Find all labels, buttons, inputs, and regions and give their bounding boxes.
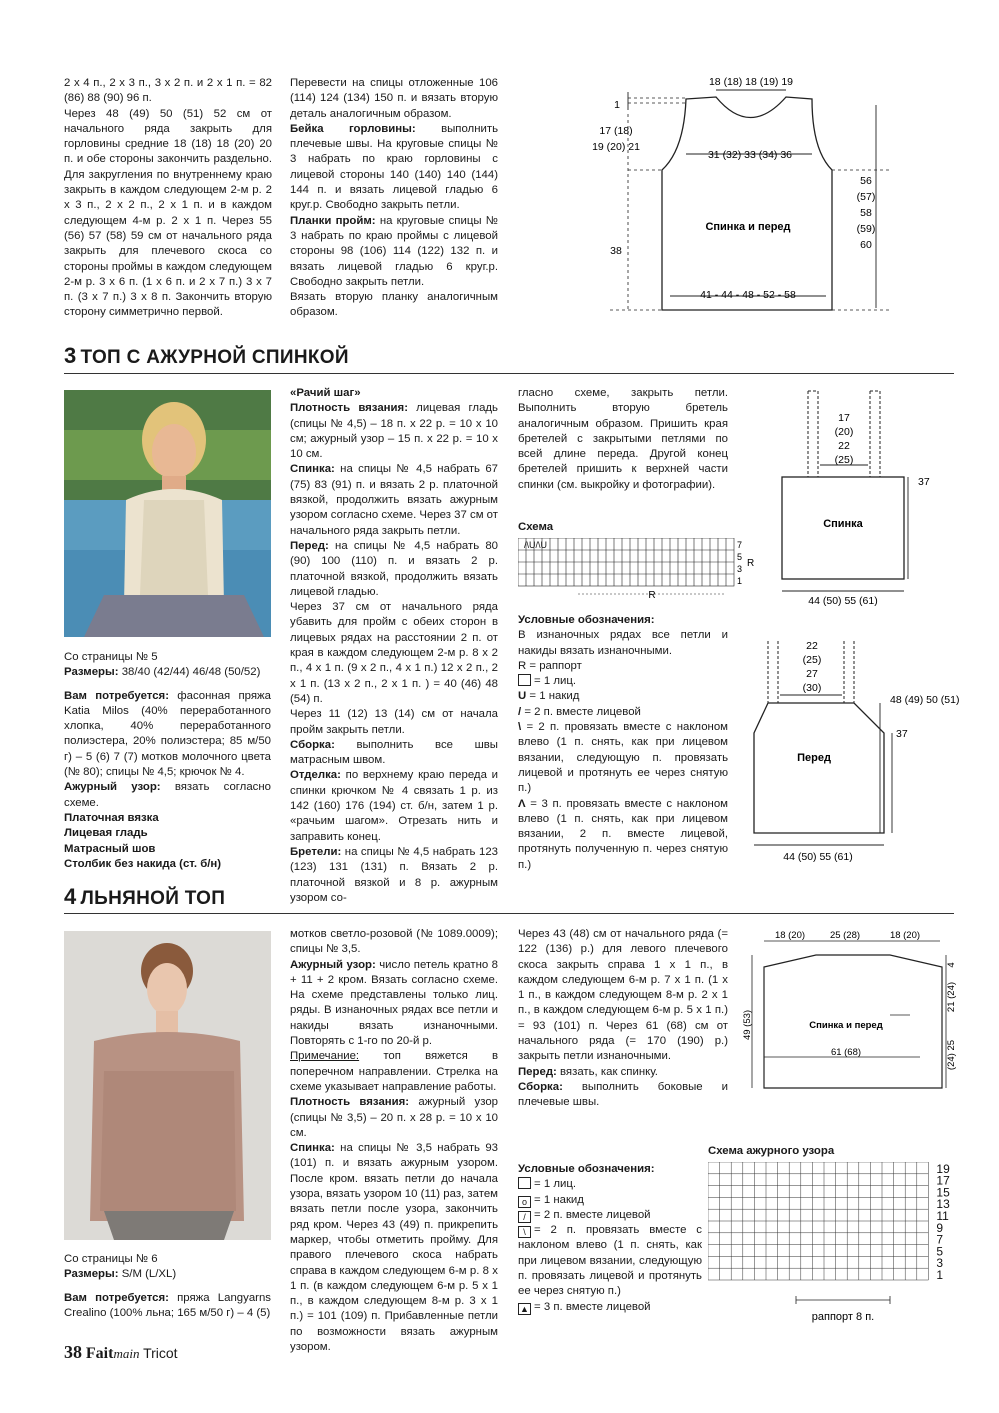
assembly-text: выполнить все швы матрасным швом. — [290, 738, 498, 767]
chart4-title: Схема ажурного узора — [708, 1145, 835, 1157]
dim-height-right-1: (57) — [856, 191, 876, 203]
chart4-row-number: 7 — [936, 1232, 944, 1247]
dim-shoulder-2: 19 (20) 21 — [592, 141, 640, 153]
section4-legend — [518, 1162, 702, 1315]
yarn-over-icon: U — [518, 690, 527, 703]
neck-label: Бейка горловины: — [290, 122, 416, 135]
dim-height-right-3: (59) — [856, 223, 876, 235]
chart4-row-number: 17 — [936, 1173, 950, 1188]
section4-rule — [64, 913, 954, 914]
source-note: Со страницы № 6 — [64, 1253, 158, 1265]
chart4-row-number: 1 — [936, 1268, 944, 1282]
scheme3-row-1: 1 — [737, 576, 743, 586]
ssk-icon: \ — [518, 1226, 531, 1238]
density-label: Плотность вязания: — [290, 402, 408, 415]
legend-item: = 1 накид — [534, 1193, 584, 1206]
legend-item: = 2 п. вместе лицевой — [534, 1208, 651, 1221]
openwork-label: Ажурный узор: — [64, 781, 161, 794]
legend-item: = 1 лиц. — [534, 675, 577, 688]
section3-col2 — [290, 386, 498, 906]
chart4-row-number: 5 — [936, 1244, 944, 1259]
front-label: Перед — [797, 752, 831, 764]
section4-col3 — [518, 927, 728, 1111]
assembly-label: Сборка: — [518, 1080, 563, 1093]
top-schematic — [580, 70, 940, 330]
front-label: Перед: — [518, 1065, 557, 1078]
scheme3-title: Схема — [518, 521, 554, 533]
front-text: на спицы № 4,5 набрать 80 (90) 100 (110) п. и вязать 2 р. платочной вязкой, продолжить вязать лицевой гладью. — [290, 539, 498, 598]
cdd-icon: ▲ — [518, 1303, 531, 1315]
sizes-value: S/M (L/XL) — [118, 1268, 177, 1281]
back-text: на спицы № 4,5 набрать 67 (75) 83 (91) п. и вязать 2 р. платочной вязкой, продолжить вязать ажурным узором согласно схеме. Через 37 см от начального ряда закрыть петли. — [290, 463, 498, 537]
svg-text:/\U/\U: /\U/\U — [524, 540, 548, 550]
sizes-value: 38/40 (42/44) 46/48 (50/52) — [118, 666, 261, 679]
knit-symbol-icon — [518, 1177, 531, 1189]
back-strap-1: (20) — [834, 426, 854, 438]
section4-heading — [64, 884, 226, 909]
section4-number: 4 — [64, 884, 77, 909]
chart4-row-number: 11 — [936, 1209, 949, 1223]
source-note: Со страницы № 5 — [64, 651, 158, 663]
legend-item: = 2 п. провязать вместе с наклоном влево (1 п. снять, как при лицевом вязании, следующую п. провязать лицевой и протянуть ее через снятую п.) — [518, 1224, 702, 1298]
section3-rule — [64, 373, 954, 374]
brand-main: main — [113, 1346, 140, 1361]
section3-col1 — [64, 650, 271, 872]
page-number: 38 — [64, 1342, 82, 1362]
back-label: Спинка — [823, 518, 863, 530]
section4-col1 — [64, 1252, 271, 1321]
section4-schematic — [740, 925, 960, 1100]
straps-text: на спицы № 4,5 набрать 123 (123) 131 (131) п. Вязать 2 р. платочной вязкой и 8 р. ажурным узором со- — [290, 845, 498, 904]
back-strap-0: 17 — [838, 412, 850, 424]
paragraph: Вязать вторую планку аналогичным образом. — [290, 291, 498, 319]
scheme3-repeat-right: R — [747, 558, 755, 569]
technique: Матрасный шов — [64, 842, 156, 855]
front-total: 48 (49) 50 (51) — [890, 694, 960, 706]
dim-top-2: 18 (20) — [889, 930, 921, 941]
front-text: вязать, как спинку. — [556, 1065, 658, 1078]
back-text: на спицы № 3,5 набрать 93 (101) п. и вязать ажурным узором. После кром. вязать петли до начала узора, вязать узором 10 (11) раз, затем вязать петли после узора, закончить ряд кром. Через 43 (49) п. прикрепить маркер, чтобы отметить пройму. Для правого плечевого скоса набрать справа в каждом следующем 6-м р. 8 х 1 п. (в каждом следующем 6-м р. 5 х 1 п., в каждом следующем 8-м р. 3 х 1 п.) = 101 (109) п. Прибавленные петли по возможности вязать ажурным узором. — [290, 1142, 498, 1354]
chart4-grid — [708, 1162, 968, 1332]
finish-label: Отделка: — [290, 769, 341, 782]
chart4-row-number: 9 — [936, 1220, 944, 1235]
back-width: 44 (50) 55 (61) — [808, 595, 878, 607]
dim-neck-drop: 1 — [614, 99, 620, 111]
note-label: Примечание: — [290, 1050, 360, 1063]
dim-top-width: 18 (18) 18 (19) 19 — [708, 76, 794, 88]
sk2p-icon: Λ — [518, 797, 526, 810]
back-strap-2: 22 — [838, 440, 850, 452]
assembly-text: выполнить боковые и плечевые швы. — [518, 1080, 728, 1109]
ssk-icon: \ — [518, 721, 522, 734]
paragraph: 2 х 4 п., 2 х 3 п., 3 х 2 п. и 2 х 1 п. = 82 (86) 88 (90) 96 п. — [64, 77, 272, 105]
front-label: Перед: — [290, 539, 329, 552]
legend-item: = 3 п. провязать вместе с наклоном влево (1 п. снять, как при лицевом вязании, 2 п. вместе лицевой, протянуть полученную п. через снятую п.) — [518, 797, 728, 871]
dim-right-2: (24) 25 — [946, 1039, 957, 1071]
section3-number: 3 — [64, 343, 77, 368]
page-footer — [64, 1342, 178, 1362]
section4-photo — [64, 931, 271, 1240]
legend-item: = 3 п. вместе лицевой — [534, 1300, 651, 1313]
openwork-text: число петель кратно 8 + 11 + 2 кром. Вязать согласно схеме. На схеме представлены только лиц. ряды. В изнаночных рядах все петли и накиды вязать изнаночными. Повторять с 1-го по 20-й р. — [290, 958, 498, 1048]
need-text: фасонная пряжа Katia Milos (40% переработанного хлопка, 40% переработанного полиэстера, 20% полиэстера; 85 м/50 г) – 5 (6) 7 (7) мотков молочного цвета (№ 80); спицы № 4,5; крючок № 4. — [64, 689, 271, 779]
legend-item: = 1 накид — [529, 690, 580, 703]
legend-repeat: R = раппорт — [518, 659, 582, 672]
dim-height-right-4: 60 — [860, 239, 872, 251]
dim-height-right-2: 58 — [860, 207, 872, 219]
neck-text: выполнить плечевые швы. На круговые спицы № 3 набрать по краю горловины с лицевой стороны 140 (140) 140 (144) 144 п. и вязать лицевой гладью 6 круг.р. Свободно закрыть петли. — [290, 122, 499, 212]
legend-item: = 1 лиц. — [534, 1178, 577, 1191]
technique: Лицевая гладь — [64, 827, 148, 840]
paragraph: Через 48 (49) 50 (51) 52 см от начального ряда закрыть для горловины средние 18 (18) 18 (20) 20 п. и обе стороны закончить раздельно. Для закругления по внутреннему краю закрыть в каждом следующем 2-м р. 2 х 3 п., 2 х 2 п., 2 х 1 п. и в каждом следующем 4-м р. 2 х 1 п. Через 55 (56) 57 (58) 59 см от начального ряда закрыть для плечевого скоса со стороны проймы в каждом следующем 2-м р. 3 х 6 п. (1 х 6 п. и 2 х 7 п.) 3 х 7 п. (3 х 7 п.) 3 х 8 п. Закончить вторую сторону симметрично первой. — [64, 107, 272, 319]
scheme3-row-7: 7 — [737, 540, 743, 550]
density-label: Плотность вязания: — [290, 1096, 410, 1109]
section3-front-schematic — [740, 635, 960, 865]
legend-title: Условные обозначения: — [518, 1163, 655, 1175]
front-strap-3: (30) — [802, 682, 822, 694]
technique: Платочная вязка — [64, 811, 159, 824]
yarn-over-icon: o — [518, 1196, 531, 1208]
brand-tricot: Tricot — [143, 1345, 178, 1361]
top-col1 — [64, 76, 272, 321]
chart4-row-number: 3 — [936, 1256, 944, 1271]
section3-legend — [518, 613, 728, 873]
front-strap-1: (25) — [802, 654, 822, 666]
sizes-label: Размеры: — [64, 1268, 119, 1281]
front-width: 44 (50) 55 (61) — [783, 851, 853, 863]
legend-intro: В изнаночных рядах все петли и накиды вязать изнаночными. — [518, 629, 728, 657]
top-col2 — [290, 76, 498, 321]
back-label: Спинка: — [290, 1142, 335, 1155]
dim-right-1: 21 (24) — [946, 981, 957, 1013]
section4-title: ЛЬНЯНОЙ ТОП — [80, 888, 226, 909]
need-text: пряжа Langyarns Crealino (100% льна; 165 м/50 г) – 4 (5) — [64, 1291, 271, 1319]
k2tog-icon: / — [518, 705, 522, 718]
sizes-label: Размеры: — [64, 666, 119, 679]
assembly-label: Сборка: — [290, 738, 335, 751]
paragraph: мотков светло-розовой (№ 1089.0009); спицы № 3,5. — [290, 928, 498, 956]
dim-top-1: 25 (28) — [829, 930, 861, 941]
density-text: лицевая гладь (спицы № 4,5) – 18 п. х 22 р. = 10 х 10 см; ажурный узор – 15 п. х 22 р. = 10 х 10 см. — [290, 402, 498, 461]
paragraph: Перевести на спицы отложенные 106 (114) 124 (134) 150 п. и вязать вторую деталь аналогичным образом. — [290, 77, 498, 120]
technique: Столбик без накида (ст. б/н) — [64, 857, 222, 870]
dim-left: 49 (53) — [742, 1009, 753, 1041]
need-label: Вам потребуется: — [64, 1291, 169, 1304]
dim-right-0: 4 — [946, 962, 957, 968]
scheme3-repeat-bottom: R — [648, 590, 656, 598]
armhole-label: Планки пройм: — [290, 214, 376, 227]
need-label: Вам потребуется: — [64, 689, 169, 702]
k2tog-icon: / — [518, 1211, 531, 1223]
back-height: 37 — [918, 476, 930, 488]
chart4-row-number: 19 — [936, 1162, 950, 1176]
dim-chest: 31 (32) 33 (34) 36 — [707, 149, 793, 161]
dim-shoulder-1: 17 (18) — [599, 125, 633, 137]
finish-text: по верхнему краю переда и спинки крючком № 4 связать 1 р. из 142 (160) 176 (194) ст. б/н, затем 1 р. «рачьим шагом». Отрезать нить и заправить конец. — [290, 769, 498, 843]
legend-item: = 2 п. провязать вместе с наклоном влево (1 п. снять, как при лицевом вязании, следующую п. провязать лицевой и протянуть ее через снятую п.) — [518, 721, 728, 795]
paragraph: гласно схеме, закрыть петли. Выполнить вторую бретель аналогичным образом. Пришить края бретелей с закрытыми петлями по всей длине переда. Другой конец бретелей пришить к верхней части спинки (см. выкройку и фотографии). — [518, 387, 728, 491]
openwork-text: вязать согласно схеме. — [64, 781, 271, 809]
paragraph: Через 11 (12) 13 (14) см от начала пройм закрыть петли. — [290, 708, 498, 736]
armhole-text: на круговые спицы № 3 набрать по краю проймы с лицевой стороны 98 (106) 114 (122) 132 п. и вязать лицевой гладью 6 круг.р. Свободно закрыть петли. — [290, 214, 498, 288]
legend-item: = 2 п. вместе лицевой — [524, 705, 641, 718]
diagram-label: Спинка и перед — [705, 221, 791, 233]
dim-bottom: 41 - 44 - 48 - 52 - 58 — [700, 289, 796, 301]
chart4-row-number: 15 — [936, 1185, 950, 1200]
dim-height-left: 38 — [610, 245, 622, 257]
chart4-row-number: 13 — [936, 1197, 950, 1212]
legend-title: Условные обозначения: — [518, 614, 655, 626]
scheme3-row-5: 5 — [737, 552, 743, 562]
dim-top-0: 18 (20) — [774, 930, 806, 941]
back-label: Спинка: — [290, 463, 335, 476]
brand-fait: Fait — [85, 1345, 114, 1362]
section3-back-schematic — [760, 385, 950, 610]
section3-title: ТОП С АЖУРНОЙ СПИНКОЙ — [80, 347, 349, 368]
paragraph: Через 37 см от начального ряда убавить для пройм с обеих сторон в лицевых рядах на расстоянии 2 п. от края в каждом следующем 2-м р. 8 х 2 п., 4 х 1 п. (9 х 2 п., 4 х 1 п.) 12 х 2 п., 2 х 1 п. (13 х 2 п., 2 х 1 п. ) = 40 (46) 48 (54) п. — [290, 601, 498, 705]
openwork-label: Ажурный узор: — [290, 958, 376, 971]
front-strap-0: 22 — [806, 640, 818, 652]
rachiy-heading: «Рачий шаг» — [290, 387, 361, 399]
density-text: ажурный узор (спицы № 3,5) – 20 п. х 28 р. = 10 х 10 см. — [290, 1096, 498, 1139]
front-strap-2: 27 — [806, 668, 818, 680]
note-text: топ вяжется в поперечном направлении. Стрелка на схеме указывает направление работы. — [290, 1050, 498, 1093]
scheme3-row-3: 3 — [737, 564, 743, 574]
section3-heading — [64, 343, 349, 368]
straps-label: Бретели: — [290, 845, 342, 858]
section3-photo — [64, 390, 271, 637]
front-height: 37 — [896, 728, 908, 740]
scheme3-grid — [518, 538, 758, 598]
dim-bottom: 61 (68) — [830, 1047, 862, 1058]
knit-symbol-icon — [518, 674, 531, 686]
section4-col2 — [290, 927, 498, 1355]
dim-height-right-0: 56 — [860, 175, 872, 187]
section3-col3 — [518, 386, 728, 493]
back-strap-3: (25) — [834, 454, 854, 466]
diagram-label: Спинка и перед — [809, 1020, 883, 1031]
paragraph: Через 43 (48) см от начального ряда (= 122 (136) р.) для левого плечевого скоса закрыть справа 1 х 1 п., в каждом следующем 6-м р. 7 х 1 п. (1 х 1 п., в каждом следующем 8-м р. 2 х 1 п., в каждом следующем 6-м р. 5 х 1 п.) = 93 (101) п. Через 61 (68) см от начального ряда (= 170 (190) р.) закрыть петли изнаночными. — [518, 928, 728, 1063]
chart4-repeat: раппорт 8 п. — [811, 1311, 875, 1323]
